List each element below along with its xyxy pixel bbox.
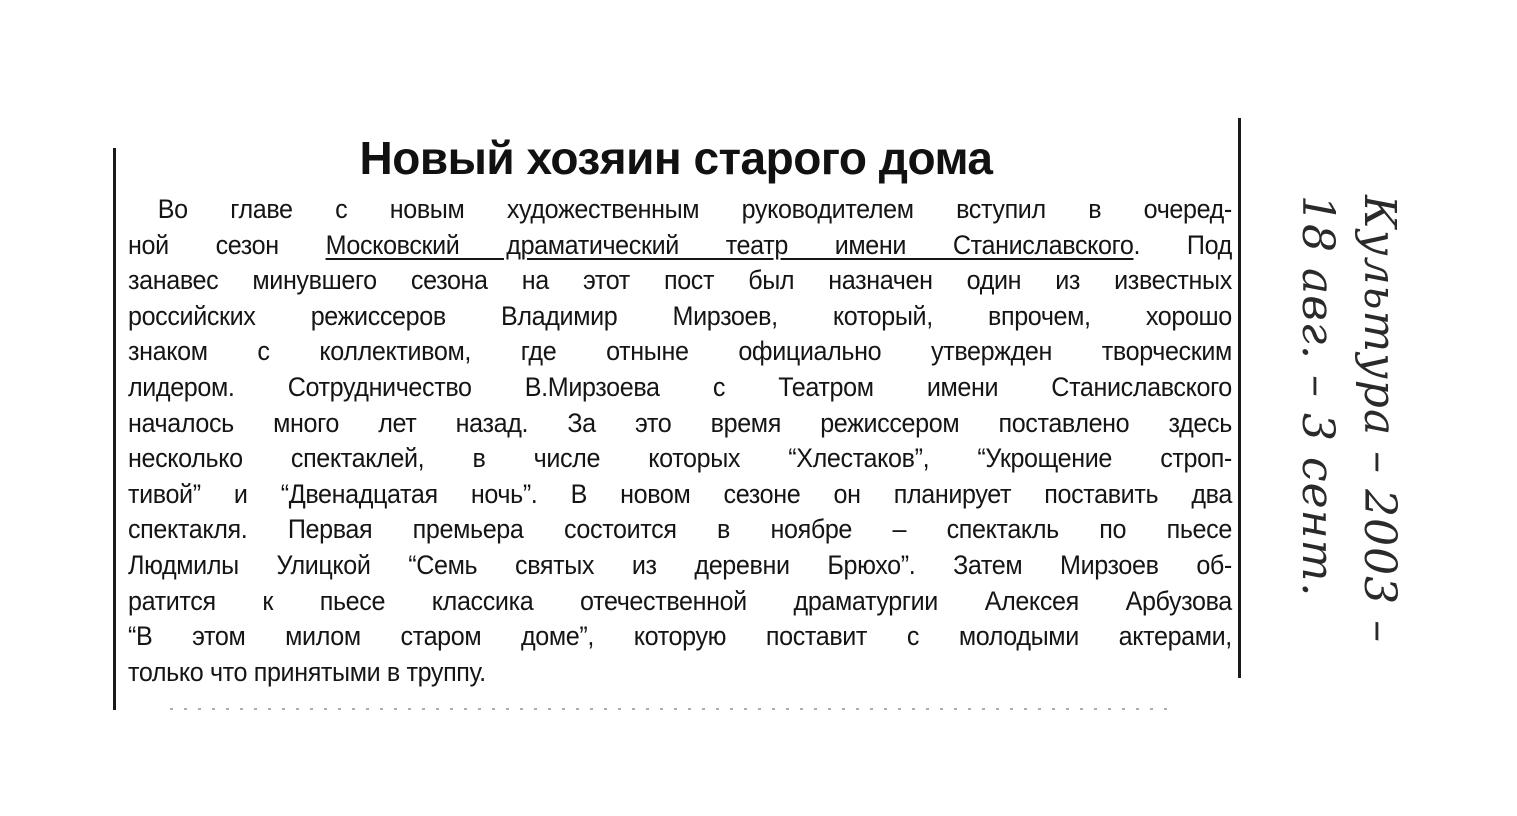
handwritten-date: 18 авг. – 3 сент. (1292, 195, 1343, 598)
handwritten-source: Культура – 2003 – (1354, 195, 1405, 644)
article-line: ной сезон Московский драматический театр имени Станиславского. Под (128, 229, 1232, 260)
article-line: тивой” и “Двенадцатая ночь”. В новом сезоне он планирует поставить два (128, 478, 1232, 509)
article-line: ратится к пьесе классика отечественной драматургии Алексея Арбузова (128, 585, 1232, 616)
article-headline: Новый хозяин старого дома (359, 132, 993, 184)
article-line: Людмилы Улицкой “Семь святых из деревни Брюхо”. Затем Мирзоев об- (128, 549, 1232, 580)
article-line: Во главе с новым художественным руководителем вступил в очеред- (157, 194, 1232, 224)
article-line: началось много лет назад. За это время режиссером поставлено здесь (128, 407, 1232, 438)
bottom-dotted-rule (170, 708, 1170, 710)
article-line: занавес минувшего сезона на этот пост был назначен один из известных (128, 265, 1232, 296)
underlined-theatre-name: Московский драматический театр имени Станиславского (325, 229, 1134, 260)
article-body (128, 192, 1232, 690)
handwritten-annotation (1270, 195, 1410, 675)
article-line: лидером. Сотрудничество В.Мирзоева с Театром имени Станиславского (128, 371, 1232, 402)
right-column-rule (1238, 118, 1241, 678)
article-line: только что принятыми в труппу. (128, 656, 486, 687)
article-line: “В этом милом старом доме”, которую поставит с молодыми актерами, (128, 621, 1232, 652)
article-line: несколько спектаклей, в числе которых “Хлестаков”, “Укрощение строп- (128, 443, 1232, 474)
article-line: спектакля. Первая премьера состоится в ноябре – спектакль по пьесе (128, 514, 1232, 545)
article-line: знаком с коллективом, где отныне официально утвержден творческим (128, 336, 1232, 367)
left-column-rule (113, 148, 116, 710)
article-line: российских режиссеров Владимир Мирзоев, который, впрочем, хорошо (128, 300, 1232, 331)
